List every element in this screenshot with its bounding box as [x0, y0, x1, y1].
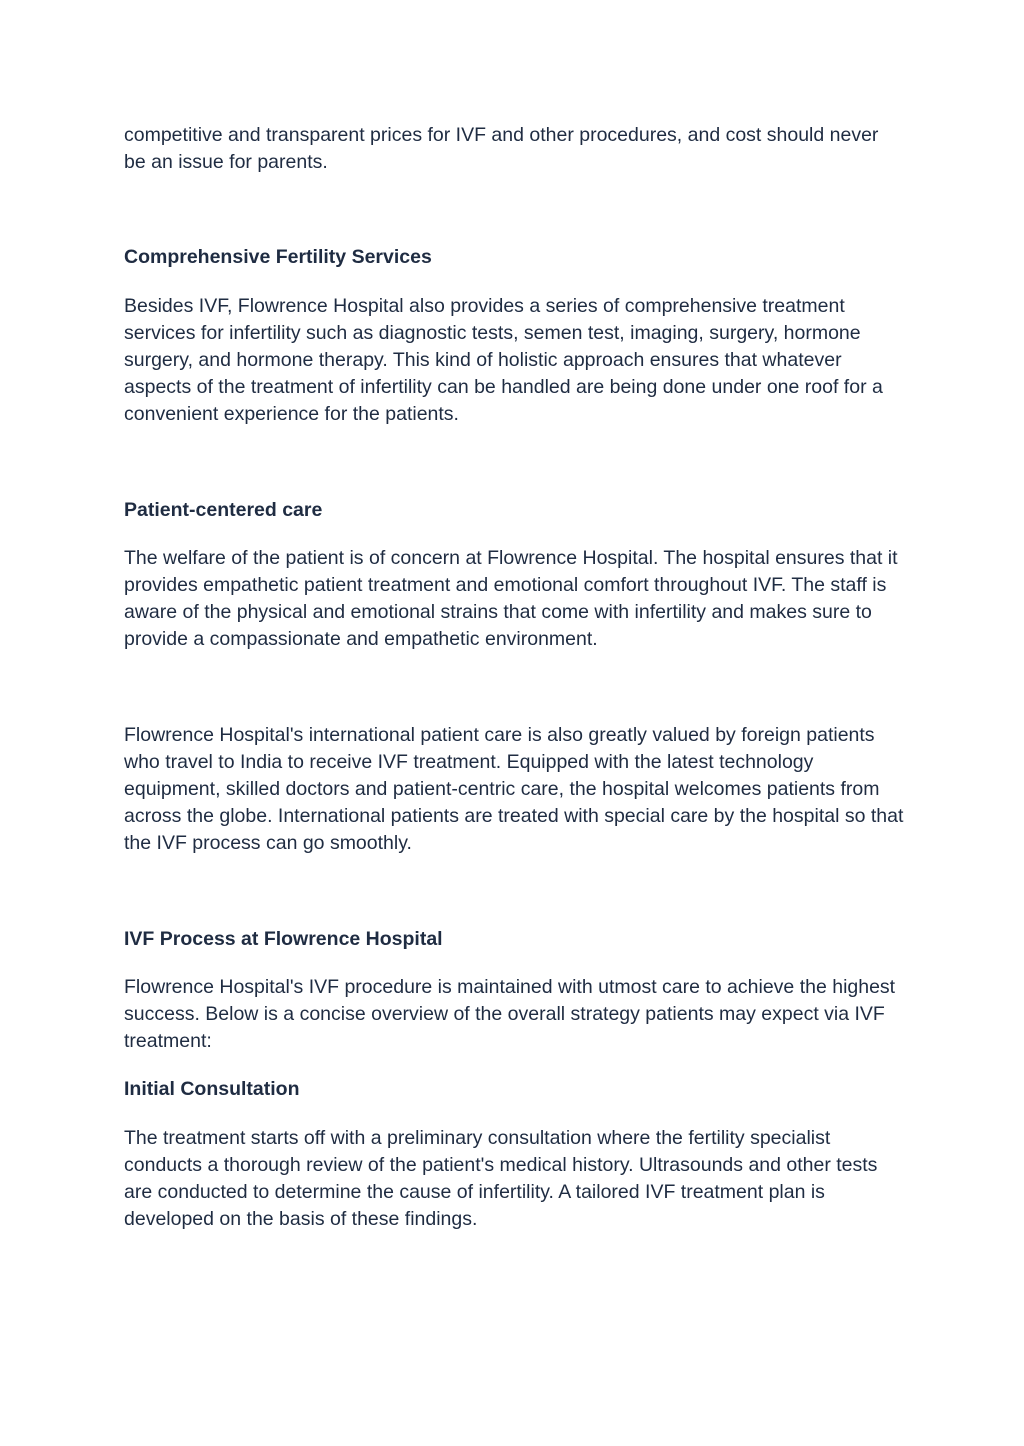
section-spacer [124, 858, 904, 926]
section-paragraph-comprehensive-services: Besides IVF, Flowrence Hospital also provides a series of comprehensive treatment services for infertility such as diagnostic tests, semen test, imaging, surgery, hormone surgery, and hormone therapy. This kind of holistic approach ensures that whatever aspects of the treatment of infertility can be handled are being done under one roof for a convenient experience for the patients. [124, 294, 883, 426]
section-paragraph-patient-centered-care: The welfare of the patient is of concern at Flowrence Hospital. The hospital ensures that it provides empathetic patient treatment and emotional comfort throughout IVF. The staff is aware of the physical and emotional strains that come with infertility and makes sure to provide a compassionate and empathetic environment. [124, 546, 898, 651]
section-heading-ivf-process: IVF Process at Flowrence Hospital [124, 927, 443, 950]
section-spacer [124, 429, 904, 497]
paragraph-initial-consultation: The treatment starts off with a preliminary consultation where the fertility specialist conducts a thorough review of the patient's medical history. Ultrasounds and other tests are conducted to determine the cause of infertility. A tailored IVF treatment plan is developed on the basis of these findings. [124, 1126, 878, 1231]
heading-spacer [124, 1104, 904, 1125]
heading-spacer [124, 524, 904, 545]
heading-spacer [124, 953, 904, 974]
document-page [124, 122, 904, 1233]
intro-paragraph: competitive and transparent prices for IVF and other procedures, and cost should never be an issue for parents. [124, 124, 879, 174]
section-heading-patient-centered-care: Patient-centered care [124, 498, 323, 521]
subheading-initial-consultation: Initial Consultation [124, 1078, 300, 1101]
section-spacer [124, 654, 904, 722]
paragraph-spacer [124, 1055, 904, 1076]
section-spacer [124, 176, 904, 244]
section-paragraph-ivf-process: Flowrence Hospital's IVF procedure is maintained with utmost care to achieve the highest success. Below is a concise overview of the overall strategy patients may expect via IVF treatment: [124, 975, 896, 1053]
section-heading-comprehensive-services: Comprehensive Fertility Services [124, 246, 432, 269]
international-care-paragraph: Flowrence Hospital's international patient care is also greatly valued by foreign patients who travel to India to receive IVF treatment. Equipped with the latest technology equipment, skilled doctors and patient-centric care, the hospital welcomes patients from across the globe. International patients are treated with special care by the hospital so that the IVF process can go smoothly. [124, 723, 904, 855]
heading-spacer [124, 272, 904, 293]
